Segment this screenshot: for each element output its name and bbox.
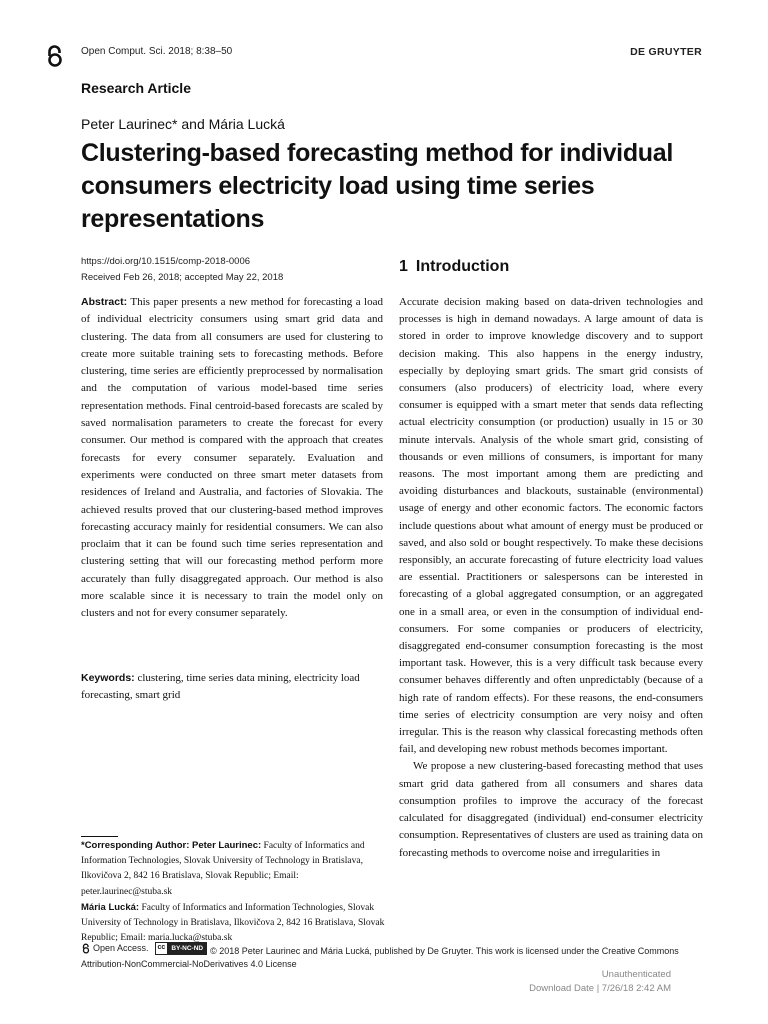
intro-paragraph-2: We propose a new clustering-based forecasting method that uses smart grid data gathered from all consumers and shares data consumption profiles to improve the accuracy of the forecast calculated for disaggregated (individual) end-consumer electricity consumption. Representatives of clusters are used as training data on forecasting methods to overcome noise and irregularities in xyxy=(399,760,703,859)
keywords xyxy=(81,670,383,705)
corresponding-author-text: Faculty of Informatics and Information Technologies, Slovak University of Technology in Bratislava, Ilkovičova 2, 842 16 Bratislava, Slovak Republic; Email: peter.laurinec@stuba.sk xyxy=(81,841,365,897)
article-meta xyxy=(81,254,283,286)
section-number: 1 xyxy=(399,258,408,275)
keywords-text: clustering, time series data mining, electricity load forecasting, smart grid xyxy=(81,672,360,702)
abstract-label: Abstract: xyxy=(81,296,128,308)
footnote-rule xyxy=(81,836,118,837)
article-type: Research Article xyxy=(81,80,191,96)
cc-license-badge[interactable] xyxy=(155,942,208,955)
corresponding-author-note xyxy=(81,838,387,900)
corresponding-author-label: *Corresponding Author: Peter Laurinec: xyxy=(81,840,262,851)
section-heading xyxy=(399,258,509,276)
download-date: Download Date | 7/26/18 2:42 AM xyxy=(529,983,671,994)
keywords-label: Keywords: xyxy=(81,672,135,684)
publisher-name: DE GRUYTER xyxy=(630,46,702,58)
doi-link[interactable]: https://doi.org/10.1515/comp-2018-0006 xyxy=(81,256,251,267)
section-title: Introduction xyxy=(415,258,510,275)
cc-license-type: BY-NC-ND xyxy=(168,943,206,954)
authors: Peter Laurinec* and Mária Lucká xyxy=(81,116,285,132)
second-author-note xyxy=(81,900,387,947)
auth-status: Unauthenticated xyxy=(601,969,671,980)
intro-paragraph-1: Accurate decision making based on data-driven technologies and processes is high in demand nowadays. A large amount of data is stored in order to improve knowledge discovery and to support decision making. This also happens in the energy industry, especially by deploying smart grids. The smart grid consists of consumers (also producers) of electricity load, where every consumer is equipped with a smart meter that sends data reflecting actual electricity consumption (or production) usually in 15 or 30 minute intervals. Analysis of the whole smart grid, consisting of thousands or even millions of consumers, is important for many reasons. The most important among them are predicting and avoiding disturbances and blackouts, sustainable (environmental) usage of energy and other economic factors. The economic factors include questions about what amount of energy must be produced or saved, and also sold or bought respectively. To make these decisions responsibly, an accurate forecasting of future electricity load values are essential. Practitioners or salespersons can be interested in forecasting of a global aggregated consumption, or an aggregated one in a small area, or even in the consumption of individual end-consumers. For some companies or producers of electricity, disaggregated end-consumer consumption forecasting is the most important task. However, this is a very difficult task because every consumer behaves differently and often unpredictably (because of a high rate of random effects). For these reasons, the end-consumers time series of electricity consumption are very noisy and often irregular. This is the reason why classical forecasting methods often fail, and developing new robust methods becomes important. xyxy=(399,296,703,756)
abstract xyxy=(81,294,383,623)
article-title: Clustering-based forecasting method for individual consumers electricity load using time series representations xyxy=(81,139,674,233)
introduction-body xyxy=(399,294,703,862)
cc-icon: cc xyxy=(156,942,169,955)
open-access-icon xyxy=(44,44,66,68)
footnotes xyxy=(81,838,387,946)
open-access-small-icon xyxy=(81,943,91,954)
license-text: © 2018 Peter Laurinec and Mária Lucká, published by De Gruyter. This work is licensed under the Creative Commons Attribution-NonCommercial-NoDerivatives 4.0 License xyxy=(81,946,679,969)
second-author-label: Mária Lucká: xyxy=(81,901,140,913)
abstract-text: This paper presents a new method for forecasting a load of individual electricity consumers using smart grid data and clustering. The data from all consumers are used for clustering to create more suitable training sets to forecasting methods. Before clustering, time series are efficiently preprocessed by normalisation and the computation of various model-based time series representation methods. Final centroid-based forecasts are scaled by saved normalisation parameters to create the forecast for every consumer. Our method is compared with the approach that creates forecasts for every consumer separately. Evaluation and experiments were conducted on three smart meter datasets from residences of Ireland and Australia, and factories of Slovakia. The achieved results proved that our clustering-based method improves forecasting accuracy mainly for residential consumers. We can also proclaim that it can be found such time series representation and clustering setting that will our forecasting method perform more accurately than fully disaggregated approach. Our method is also more scalable since it is necessary to train the model only on clusters and not for every consumer separately. xyxy=(81,296,383,620)
open-access-label: Open Access. xyxy=(93,943,149,954)
journal-reference: Open Comput. Sci. 2018; 8:38–50 xyxy=(81,46,233,57)
second-author-text: Faculty of Informatics and Information Technologies, Slovak University of Technology in Bratislava, Ilkovičova 2, 842 16 Bratislava, Slovak Republic; Email: maria.lucka@stuba.sk xyxy=(81,902,385,944)
license-notice xyxy=(81,942,701,970)
received-date: Received Feb 26, 2018; accepted May 22, 2018 xyxy=(81,272,284,283)
